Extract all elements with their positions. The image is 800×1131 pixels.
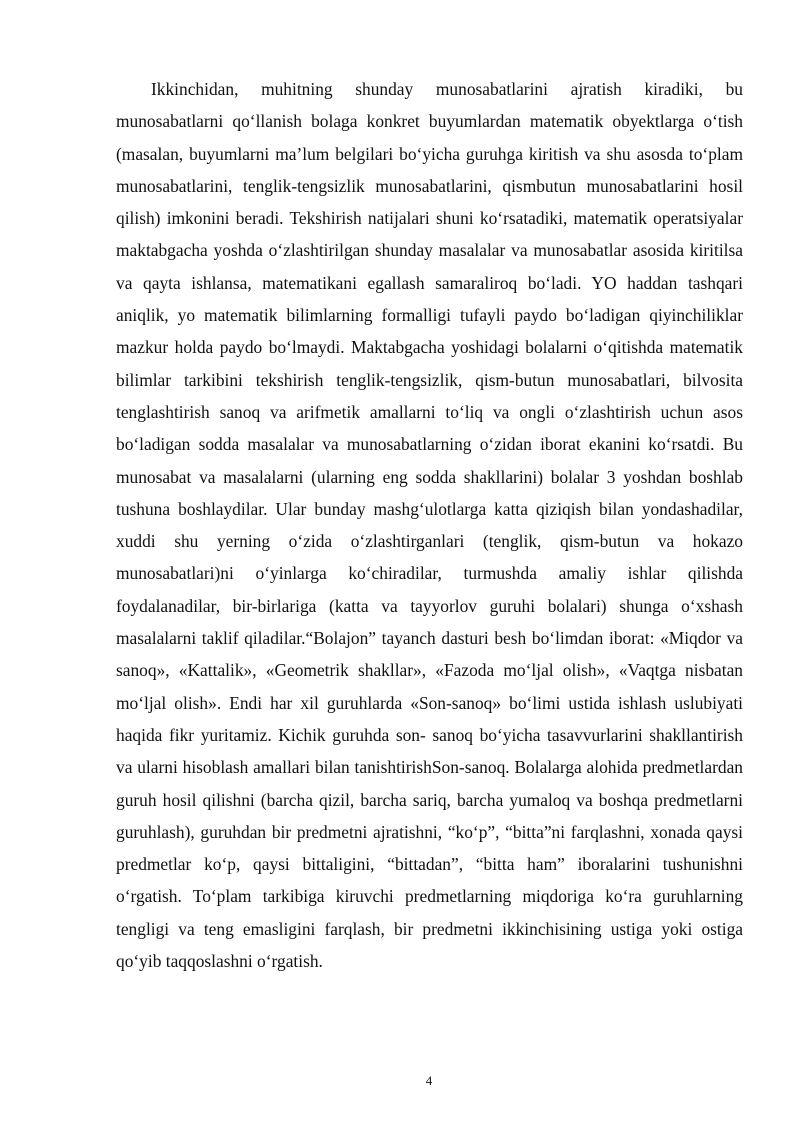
page-number: 4 xyxy=(425,1073,433,1088)
body-paragraph: Ikkinchidan, muhitning shunday munosabatlarini ajratish kiradiki, bu munosabatlarni qo‘llanish bolaga konkret buyumlardan matematik obyektlarga o‘tish (masalan, buyumlarni ma’lum belgilari bo‘yicha guruhga kiritish va shu asosda to‘plam munosabatlarini, tenglik-tengsizlik munosabatlarini, qismbutun munosabatlarini hosil qilish) imkonini beradi. Tekshirish natijalari shuni ko‘rsatadiki, matematik operatsiyalar maktabgacha yoshda o‘zlashtirilgan shunday masalalar va munosabatlar asosida kiritilsa va qayta ishlansa, matematikani egallash samaraliroq bo‘ladi. YO haddan tashqari aniqlik, yo matematik bilimlarning formalligi tufayli paydo bo‘ladigan qiyinchiliklar mazkur holda paydo bo‘lmaydi. Maktabgacha yoshidagi bolalarni o‘qitishda matematik bilimlar tarkibini tekshirish tenglik-tengsizlik, qism-butun munosabatlari, bilvosita tenglashtirish sanoq va arifmetik amallarni to‘liq va ongli o‘zlashtirish uchun asos bo‘ladigan sodda masalalar va munosabatlarning o‘zidan iborat ekanini ko‘rsatdi. Bu munosabat va masalalarni (ularning eng sodda shakllarini) bolalar 3 yoshdan boshlab tushuna boshlaydilar. Ular bunday mashg‘ulotlarga katta qiziqish bilan yondashadilar, xuddi shu yerning o‘zida o‘zlashtirganlari (tenglik, qism-butun va hokazo munosabatlari)ni o‘yinlarga ko‘chiradilar, turmushda amaliy ishlar qilishda foydalanadilar, bir-birlariga (katta va tayyorlov guruhi bolalari) shunga o‘xshash masalalarni taklif qiladilar.“Bolajon” tayanch dasturi besh bo‘limdan iborat: «Miqdor va sanoq», «Kattalik», «Geometrik shakllar», «Fazoda mo‘ljal olish», «Vaqtga nisbatan mo‘ljal olish». Endi har xil guruhlarda «Son-sanoq» bo‘limi ustida ishlash uslubiyati haqida fikr yuritamiz. Kichik guruhda son- sanoq bo‘yicha tasavvurlarini shakllantirish va ularni hisoblash amallari bilan tanishtirishSon-sanoq. Bolalarga alohida predmetlardan guruh hosil qilishni (barcha qizil, barcha sariq, barcha yumaloq va boshqa predmetlarni guruhlash), guruhdan bir predmetni ajratishni, “ko‘p”, “bitta”ni farqlashni, xonada qaysi predmetlar ko‘p, qaysi bittaligini, “bittadan”, “bitta ham” iboralarini tushunishni o‘rgatish. To‘plam tarkibiga kiruvchi predmetlarning miqdoriga ko‘ra guruhlarning tengligi va teng emasligini farqlash, bir predmetni ikkinchisining ustiga yoki ostiga qo‘yib taqqoslashni o‘rgatish. xyxy=(116,79,743,972)
